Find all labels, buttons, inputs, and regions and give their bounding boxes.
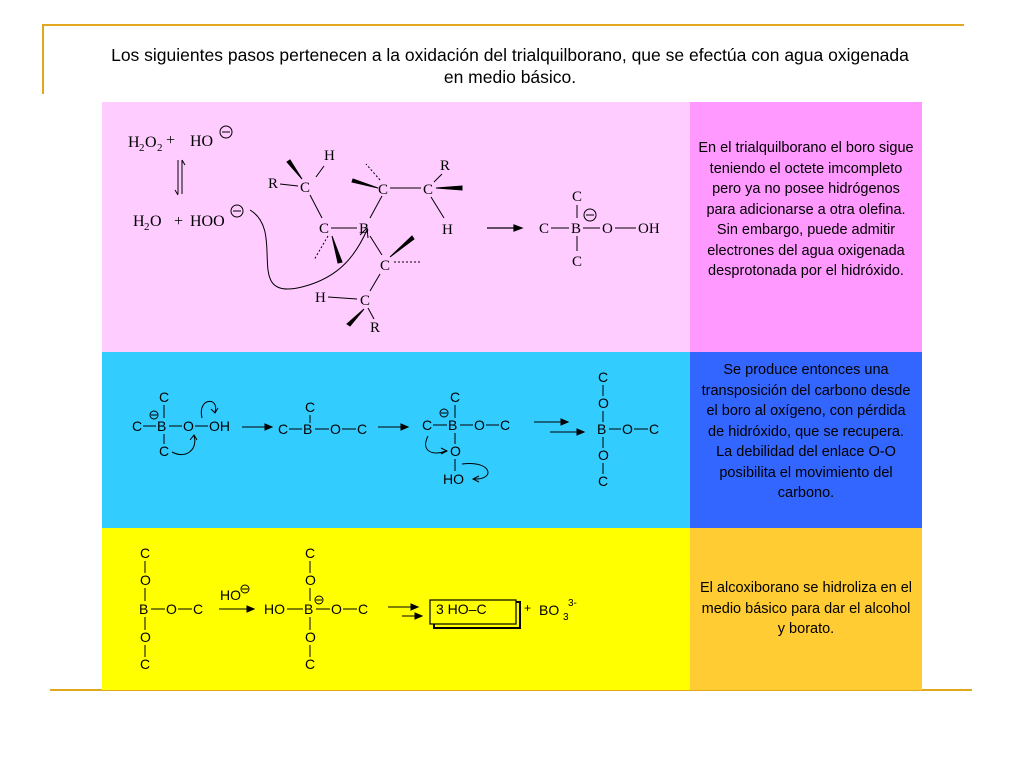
bond-line [370, 274, 380, 291]
atom-b: B [359, 221, 370, 237]
m1-b: B [157, 418, 167, 434]
hashed-bond-icon [366, 164, 380, 180]
m3-o-bottom: O [450, 443, 461, 459]
wedge-bond-icon [332, 236, 342, 263]
atom-h-right: H [442, 222, 453, 238]
atom-h-lower: H [315, 290, 326, 306]
b-c: C [358, 601, 369, 617]
m2-o: O [330, 421, 341, 437]
explanation-note-1: En el trialquilborano el boro sigue teniendo el octete imcompleto pero ya no posee hidrógenos para adicionarse a otra olefina. Sin embargo, puede admitir electrones del agua oxigenada desprotonada por el hidróxido. [690, 102, 922, 352]
arrowhead-icon [211, 408, 218, 413]
b-ho: HO [264, 601, 285, 617]
slide-title: Los siguientes pasos pertenecen a la oxidación del trialquilborano, que se efectúa con agua oxigenada en medio básico. [111, 45, 909, 87]
b-o: O [331, 601, 342, 617]
curved-arrow-icon [201, 401, 215, 418]
m3-ho: HO [443, 471, 464, 487]
m3-c2: C [500, 417, 511, 433]
borate-charge: 3- [568, 598, 577, 609]
m4-c2: C [598, 473, 609, 489]
curved-attack-arrow-icon [250, 210, 370, 289]
m4-c: C [649, 421, 660, 437]
top-rule [42, 24, 964, 26]
m1-c-bottom: C [159, 443, 170, 459]
b-o2: O [305, 629, 316, 645]
h2o-sub: 2 [144, 221, 150, 233]
a-b: B [139, 601, 149, 617]
atom-c-right1: C [378, 182, 389, 198]
m1-oh: OH [209, 418, 230, 434]
m1-c-top: C [159, 389, 170, 405]
prod-c-bottom: C [572, 254, 583, 270]
h2o-h: H [133, 213, 145, 230]
h2o2-sub1: 2 [139, 142, 145, 154]
arrowhead-icon [401, 424, 408, 430]
arrowhead-icon [411, 604, 418, 610]
arrowhead-icon [514, 225, 522, 231]
atom-r-bottom: R [370, 320, 381, 336]
prod-b: B [571, 221, 582, 237]
hydroxide-reagent: HO [220, 587, 241, 603]
b-c1: C [305, 545, 316, 561]
hydrolysis-scheme [102, 528, 690, 690]
a-o: O [166, 601, 177, 617]
arrowhead-icon [561, 419, 568, 425]
arrowhead-icon [265, 424, 272, 430]
scheme-panel-1 [102, 102, 690, 352]
hashed-bond-icon [314, 236, 328, 260]
b-b: B [304, 601, 314, 617]
atom-c-upper: C [300, 180, 311, 196]
bond-line [434, 174, 442, 182]
prod-c-top: C [572, 189, 583, 205]
m4-o1: O [598, 395, 609, 411]
bond-line [370, 236, 382, 255]
h2o2-o: O [145, 134, 157, 151]
m4-b: B [597, 421, 607, 437]
m2-c2: C [357, 421, 368, 437]
plus-sign: + [524, 601, 532, 615]
bond-line [368, 308, 374, 319]
atom-c-right2: C [423, 182, 434, 198]
curved-arrow-icon [426, 436, 446, 453]
m2-c: C [278, 421, 289, 437]
h2o-o: O [150, 213, 162, 230]
prod-oh: OH [638, 221, 660, 237]
m4-o: O [622, 421, 633, 437]
arrowhead-icon [577, 429, 584, 435]
a-o1: O [140, 572, 151, 588]
wedge-bond-icon [287, 160, 302, 179]
h2o2-h: H [128, 134, 140, 151]
arrowhead-icon [415, 613, 422, 619]
left-rule [42, 24, 44, 94]
wedge-bond-icon [347, 309, 364, 326]
atom-c-mid: C [319, 221, 330, 237]
explanation-note-2: Se produce entonces una transposición del carbono desde el boro al oxígeno, con pérdida de hidróxido, que se recupera. La debilidad del enlace O-O posibilita el movimiento del carbono. [690, 352, 922, 528]
bond-line [316, 166, 324, 177]
bond-line [370, 196, 382, 218]
a-c2: C [140, 656, 151, 672]
curved-arrow-icon [462, 463, 488, 479]
borate-subscript: 3 [563, 612, 569, 623]
m2-c-top: C [305, 399, 316, 415]
atom-c-bottom: C [360, 293, 371, 309]
atom-h-top: H [324, 148, 335, 164]
prod-o: O [602, 221, 613, 237]
bond-line [310, 195, 322, 218]
m4-o2: O [598, 447, 609, 463]
explanation-note-3: El alcoxiborano se hidroliza en el medio básico para dar el alcohol y borato. [690, 528, 922, 690]
bond-line [431, 197, 444, 218]
atom-c-lower: C [380, 258, 391, 274]
alcohol-product: 3 HO–C [436, 601, 487, 617]
m3-c-top: C [450, 389, 461, 405]
atom-r-left: R [268, 176, 279, 192]
a-o2: O [140, 629, 151, 645]
m4-c1: C [598, 369, 609, 385]
nucleophilic-attack-scheme [102, 102, 690, 352]
m2-b: B [303, 421, 313, 437]
m3-b: B [448, 417, 458, 433]
arrowhead-icon [247, 606, 254, 612]
b-o1: O [305, 572, 316, 588]
wedge-bond-icon [352, 179, 378, 188]
scheme-panel-3 [102, 528, 690, 690]
hydroperoxide-label: HOO [190, 213, 225, 230]
a-c1: C [140, 545, 151, 561]
borate-product: BO [539, 602, 560, 618]
wedge-bond-icon [390, 236, 414, 257]
hydroxide-label: HO [190, 133, 214, 150]
m1-o: O [183, 418, 194, 434]
plus-1: + [166, 132, 176, 149]
scheme-panel-2 [102, 352, 690, 528]
m1-c-left: C [132, 418, 143, 434]
wedge-bond-icon [436, 186, 462, 190]
m3-c: C [422, 417, 433, 433]
arrowhead-icon [190, 435, 197, 440]
prod-c-left: C [539, 221, 550, 237]
b-c2: C [305, 656, 316, 672]
bond-line [328, 297, 357, 299]
h2o2-sub2: 2 [157, 142, 163, 154]
bond-line [280, 184, 298, 186]
carbon-migration-scheme [102, 352, 690, 528]
atom-r-right: R [440, 158, 451, 174]
plus-2: + [174, 213, 184, 230]
a-c: C [193, 601, 204, 617]
arrowhead-icon [441, 448, 447, 454]
m3-o: O [474, 417, 485, 433]
